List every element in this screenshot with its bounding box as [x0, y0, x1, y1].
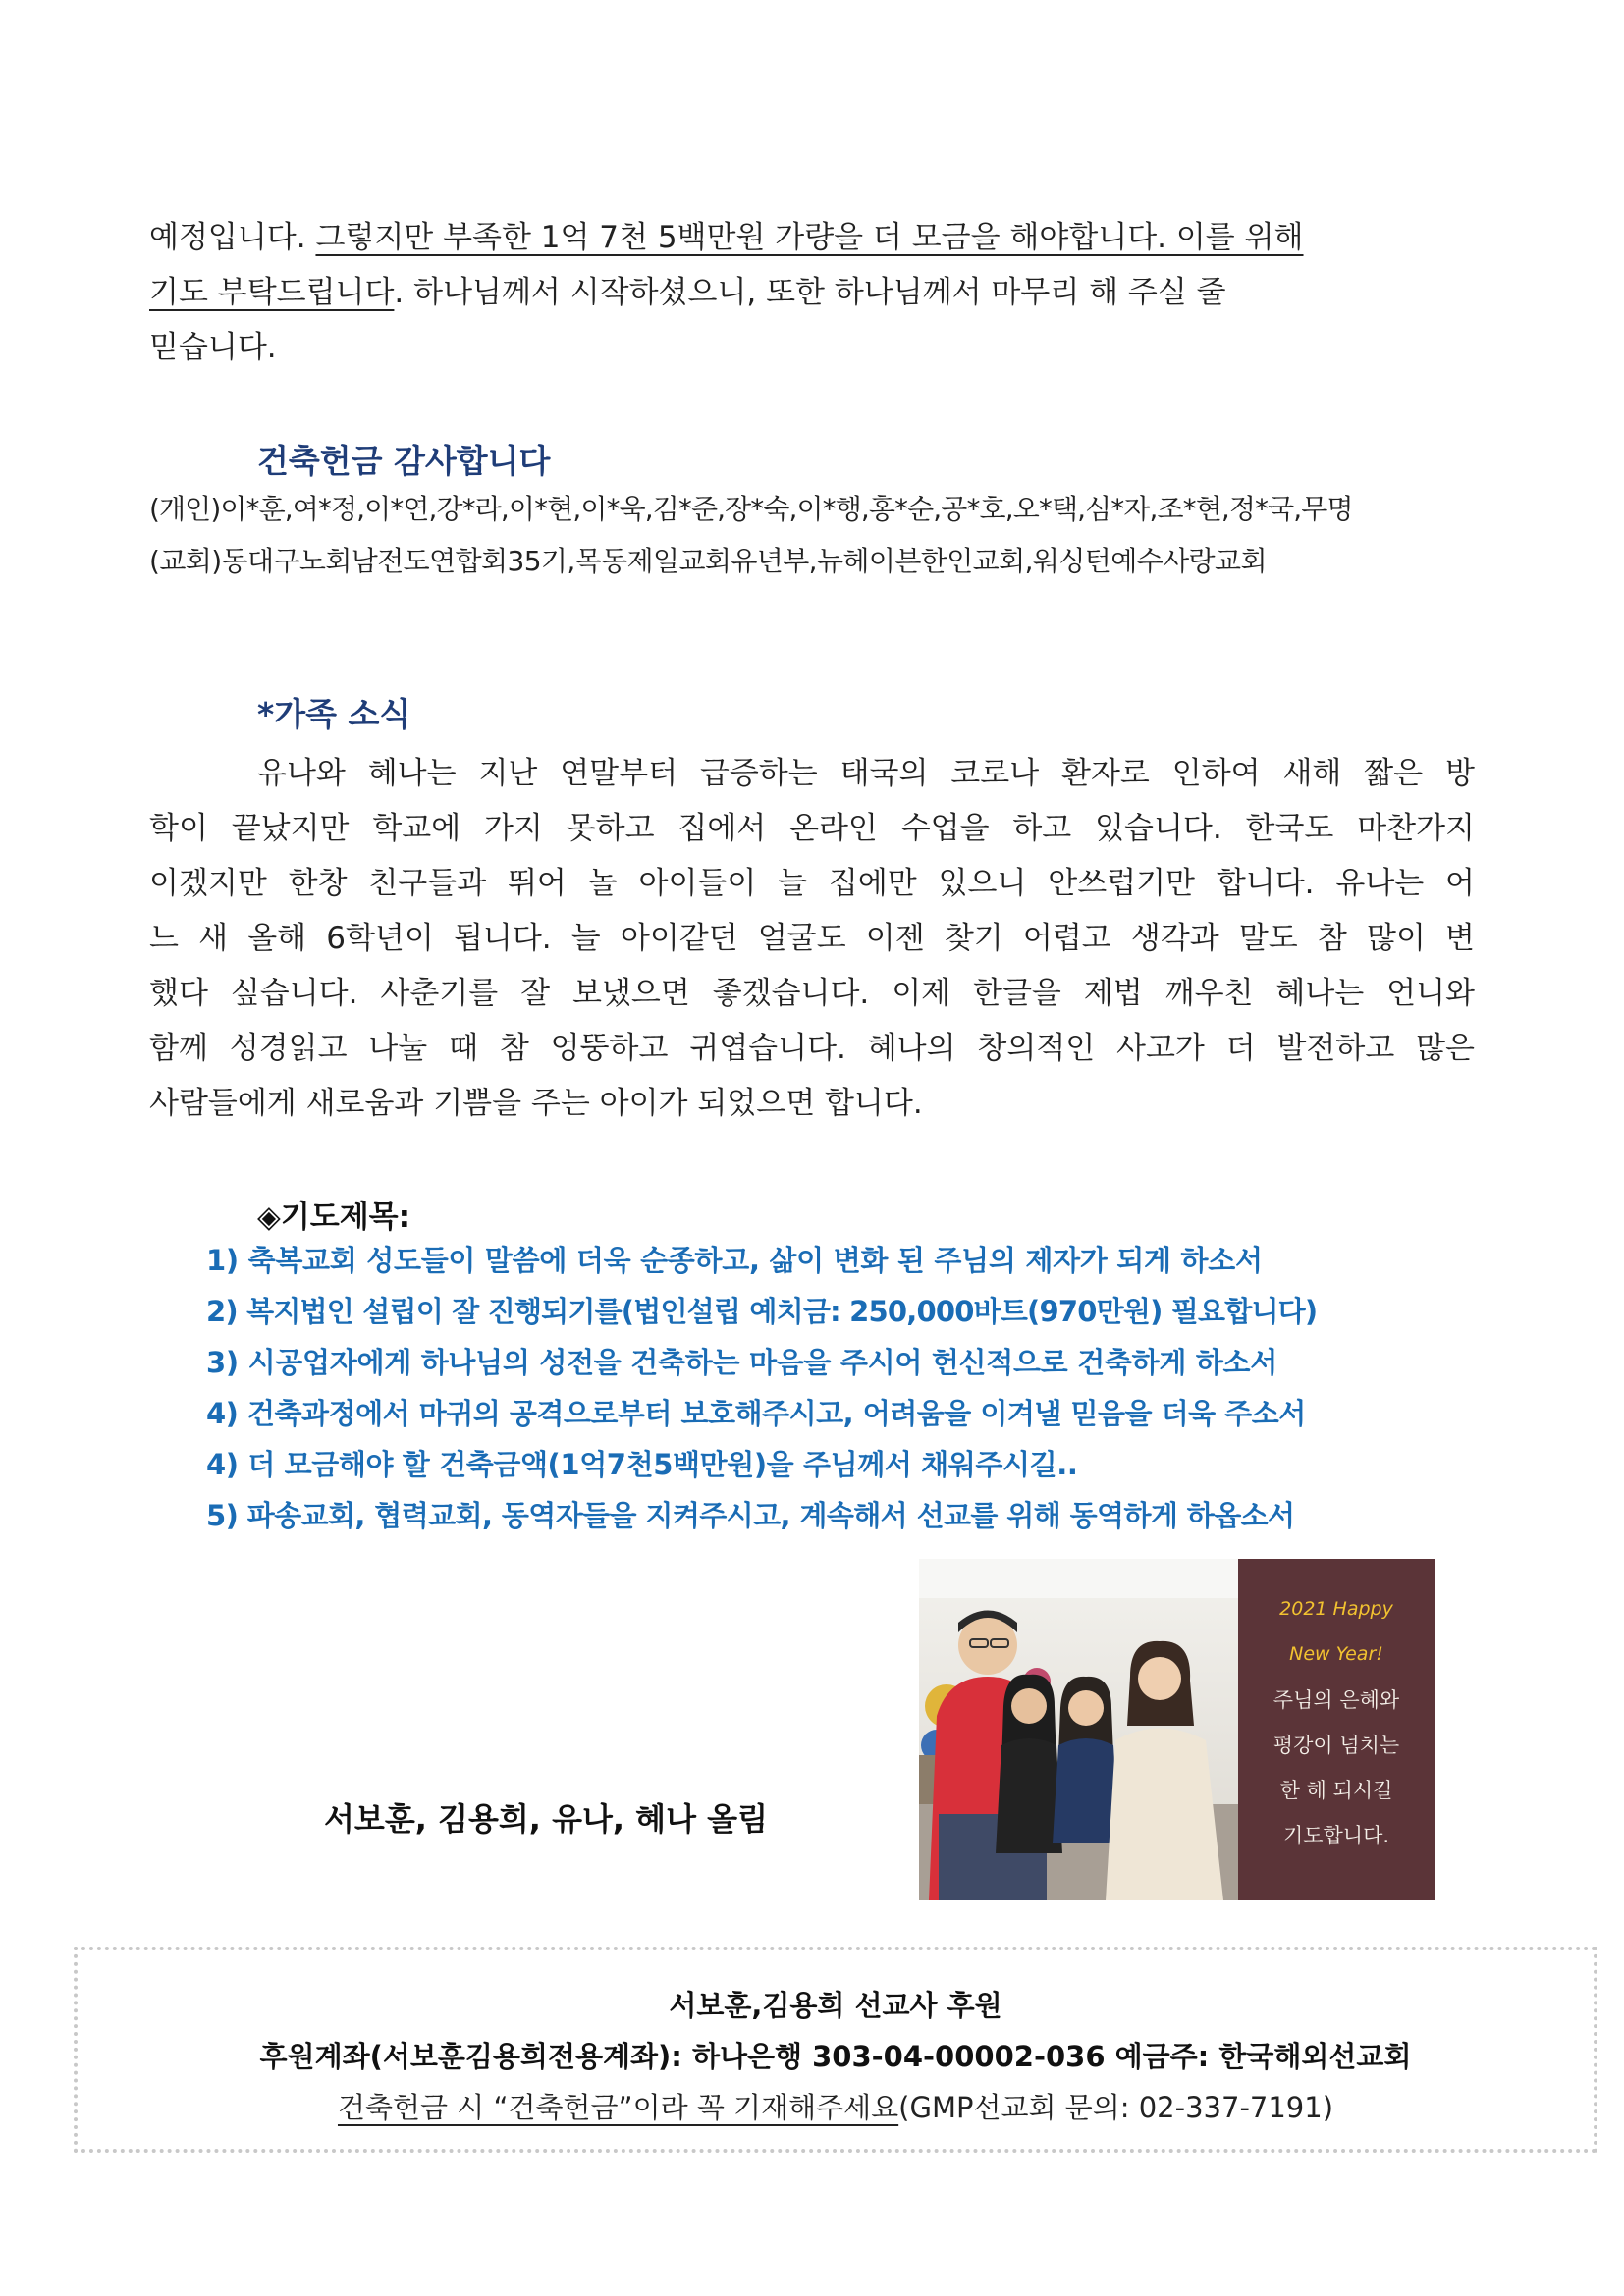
prayer-item: 4) 더 모금해야 할 건축금액(1억7천5백만원)을 주님께서 채워주시길.. — [206, 1448, 1078, 1481]
family-heading: *가족 소식 — [257, 695, 411, 733]
intro-paragraph — [149, 210, 1475, 375]
family-photo-card — [919, 1559, 1435, 1900]
family-line: 사람들에게 새로움과 기쁨을 주는 아이가 되었으면 합니다. — [149, 1086, 923, 1121]
greeting-panel — [1238, 1559, 1435, 1900]
prayer-item: 2) 복지법인 설립이 잘 진행되기를(법인설립 예치금: 250,000바트(970만원) 필요합니다) — [206, 1295, 1318, 1328]
support-account: 후원계좌(서보훈김용희전용계좌): 하나은행 303-04-00002-036 예금주: 한국해외선교회 — [259, 2040, 1412, 2073]
family-paragraph — [149, 746, 1475, 1131]
greeting-title-2: New Year! — [1289, 1643, 1383, 1665]
intro-line-1-a: 예정입니다. — [149, 220, 316, 255]
greeting-title-1: 2021 Happy — [1279, 1598, 1393, 1620]
thanks-individuals: (개인)이*훈,여*정,이*연,강*라,이*현,이*욱,김*준,장*숙,이*행,홍*순,공*호,오*택,심*자,조*현,정*국,무명 — [149, 493, 1353, 525]
support-title: 서보훈,김용희 선교사 후원 — [669, 1989, 1002, 2022]
greeting-message-1: 주님의 은혜와 — [1272, 1688, 1400, 1712]
thanks-heading: 건축헌금 감사합니다 — [257, 442, 551, 480]
greeting-message-4: 기도합니다. — [1282, 1824, 1390, 1847]
intro-line-2-b: . 하나님께서 시작하셨으니, 또한 하나님께서 마무리 해 주실 줄 — [394, 275, 1226, 310]
support-contact: (GMP선교회 문의: 02-337-7191) — [898, 2091, 1334, 2124]
family-line: 학이 끝났지만 학교에 가지 못하고 집에서 온라인 수업을 하고 있습니다. 한국도 마찬가지 — [149, 811, 1475, 846]
prayer-item: 4) 건축과정에서 마귀의 공격으로부터 보호해주시고, 어려움을 이겨낼 믿음을 더욱 주소서 — [206, 1397, 1306, 1430]
prayer-item: 5) 파송교회, 협력교회, 동역자들을 지켜주시고, 계속해서 선교를 위해 동역하게 하옵소서 — [206, 1499, 1295, 1532]
family-line: 이겠지만 한창 친구들과 뛰어 놀 아이들이 늘 집에만 있으니 안쓰럽기만 합니다. 유나는 어 — [149, 866, 1475, 901]
prayer-item: 1) 축복교회 성도들이 말씀에 더욱 순종하고, 삶이 변화 된 주님의 제자가 되게 하소서 — [206, 1244, 1263, 1277]
prayer-item: 3) 시공업자에게 하나님의 성전을 건축하는 마음을 주시어 헌신적으로 건축하게 하소서 — [206, 1346, 1277, 1379]
family-photo — [919, 1559, 1238, 1900]
intro-line-1-underlined: 그렇지만 부족한 1억 7천 5백만원 가량을 더 모금을 해야합니다. 이를 위해 — [315, 220, 1304, 255]
family-line: 유나와 혜나는 지난 연말부터 급증하는 태국의 코로나 환자로 인하여 새해 짧은 방 — [257, 756, 1475, 791]
intro-line-2-underlined: 기도 부탁드립니다 — [149, 275, 395, 310]
family-line: 했다 싶습니다. 사춘기를 잘 보냈으면 좋겠습니다. 이제 한글을 제법 깨우친 혜나는 언니와 — [149, 976, 1475, 1011]
intro-line-3: 믿습니다. — [149, 330, 277, 365]
support-box — [74, 1947, 1597, 2153]
thanks-churches: (교회)동대구노회남전도연합회35기,목동제일교회유년부,뉴헤이븐한인교회,워싱턴예수사랑교회 — [149, 545, 1267, 577]
family-line: 느 새 올해 6학년이 됩니다. 늘 아이같던 얼굴도 이젠 찾기 어렵고 생각과 말도 참 많이 변 — [149, 921, 1475, 956]
prayer-heading: ◈기도제목: — [257, 1200, 411, 1235]
support-note — [78, 2086, 1594, 2126]
greeting-message-2: 평강이 넘치는 — [1272, 1734, 1400, 1757]
intro-line-2 — [149, 265, 1475, 320]
support-note-underlined: 건축헌금 시 “건축헌금”이라 꼭 기재해주세요 — [337, 2091, 899, 2124]
signature: 서보훈, 김용희, 유나, 혜나 올림 — [324, 1800, 768, 1838]
intro-line-1 — [149, 210, 1475, 265]
greeting-message-3: 한 해 되시길 — [1279, 1779, 1393, 1802]
family-line: 함께 성경읽고 나눌 때 참 엉뚱하고 귀엽습니다. 혜나의 창의적인 사고가 더 발전하고 많은 — [149, 1031, 1475, 1066]
